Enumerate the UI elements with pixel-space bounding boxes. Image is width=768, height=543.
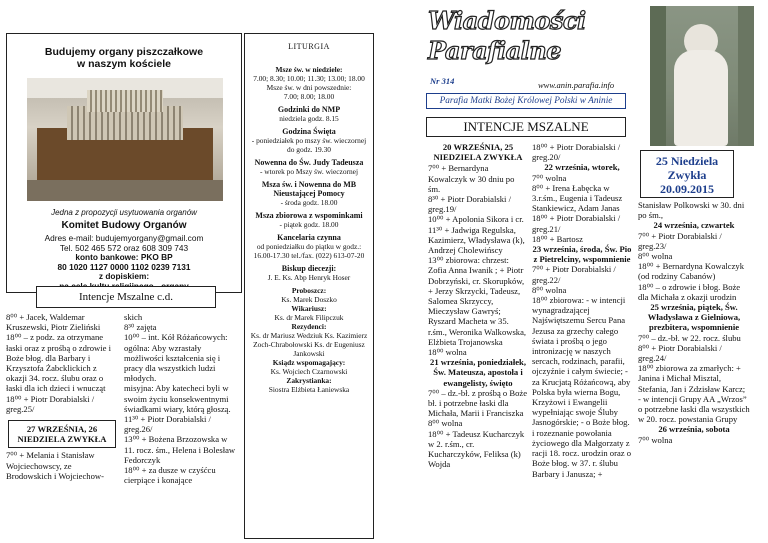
- ksiadz-heading: Ksiądz wspomagający:: [272, 358, 346, 367]
- intention-line: 8⁰⁰ wolna: [428, 418, 463, 429]
- rezydenci-heading: Rezydenci:: [291, 322, 327, 331]
- intention-line: 11³⁰ + Piotr Dorabialski / greg.26/: [124, 414, 211, 435]
- intention-line: 7⁰⁰ – dz.-bł. z prośbą o Boże bł. i potrzebne łaski dla Michała, Marii i Franciszka: [428, 387, 528, 419]
- intention-line: Stanisław Polkowski w 30. dni po śm.,: [638, 200, 745, 221]
- intention-line: 18⁰⁰ zbiorowa: - w intencji wynagradzającej Najświętszemu Sercu Pana Jezusa za grzechy całego świata i prośbą o jego intronizację w naszych sercach, rodzinach, parafii, ojczyźnie i całym świecie; - za Krucjatą Różańcową, aby Polska była wierna Bogu, Krzyżowi i Ewangelii wypełniając swoje Śluby Jasnogórskie; - o Boże błog. i rozeznanie powołania życiowego dla Małgorzaty z racji 18. rocz. urodzin oraz o Boże błog. w 37. r. ślubu Barbary i Janusza; +: [532, 295, 632, 479]
- intention-line: 8⁰⁰ wolna: [532, 284, 567, 295]
- sunday-box: [640, 150, 734, 198]
- intention-line: 18⁰⁰ + Piotr Dorabialski / greg.25/: [6, 393, 95, 414]
- date-27-text: 27 WRZEŚNIA, 26 NIEDZIELA ZWYKŁA: [17, 424, 107, 445]
- intentions-col-3: [638, 200, 750, 540]
- masthead-title: Wiadomości Parafialne: [428, 6, 586, 65]
- biskup-text: J. E. Ks. Abp Henryk Hoser: [267, 273, 351, 282]
- intention-line: 18⁰⁰ + Bartosz: [532, 233, 583, 244]
- intention-line: 18⁰⁰ + za dusze w czyśćcu cierpiące i konające: [124, 465, 216, 486]
- intention-line: 8⁰⁰ wolna: [638, 251, 673, 262]
- intentions-cd-header: Intencje Mszalne c.d.: [36, 286, 216, 308]
- proboszcz-text: Ks. Marek Doszko: [281, 295, 337, 304]
- organ-title-line-2: w naszym kościele: [77, 58, 171, 70]
- intention-line: 8⁰⁰ + Irena Łabęcka w 3.r.śm., Eugenia i Tadeusz Stankiewicz, Adam Janas: [532, 182, 623, 214]
- account-dopisek: z dopiskiem:: [98, 271, 150, 282]
- wikariusz-heading: Wikariusz:: [291, 304, 327, 313]
- account-number: 80 1020 1127 0000 1102 0239 7131: [57, 261, 191, 272]
- madonna-statue-image: [650, 6, 754, 146]
- nowenna-mb-text: - środa godz. 18.00: [280, 198, 338, 207]
- msze-times: 7.00; 8.30; 10.00; 11.30; 13.00; 18.00: [253, 74, 365, 83]
- intentions-cd-col-a: [6, 312, 118, 543]
- rezydenci-text: Ks. dr Mariusz Wedziuk Ks. Kazimierz Zoch-Chrabołowski Ks. dr Eugeniusz Jankowski: [250, 331, 368, 358]
- account-title: konto bankowe: PKO BP: [75, 252, 173, 263]
- liturgia-box: [244, 33, 374, 539]
- intention-line: 7⁰⁰ + Bernardyna Kowalczyk w 30 dniu po śm.: [428, 163, 515, 194]
- parish-url[interactable]: www.anin.parafia.info: [538, 80, 615, 90]
- intention-line: 13⁰⁰ zbiorowa: chrzest: Zofia Anna Iwanik ; + Piotr Dobrzyński, cr. Skorupków, + Jerzy Skrzycki, Tadeusz, Salomea Skrzyccy, Mieczysław Gawryś; Ryszard Macheta w 35. r.śm., Weronika Walkowska, Elżbieta Trojanowska: [428, 255, 527, 347]
- biskup-heading: Biskup diecezji:: [281, 264, 337, 273]
- sunday-line-2: Zwykła: [667, 168, 707, 182]
- date-24-heading: 24 września, czwartek: [653, 220, 735, 231]
- kancelaria-text: od poniedziałku do piątku w godz.: 16.00-17.30 tel./fax. (022) 613-07-20: [253, 242, 365, 260]
- msza-zbiorowa-heading: Msza zbiorowa z wspominkami: [255, 211, 363, 220]
- msza-zbiorowa-text: - piątek godz. 18.00: [279, 220, 339, 229]
- date-20-heading: 20 WRZEŚNIA, 25 NIEDZIELA ZWYKŁA: [433, 142, 523, 163]
- intention-line: 18⁰⁰ zbiorowa za zmarłych: + Janina i Michał Misztal, Stefania, Jan i Zdzisław Karcz; - w intencji Grupy AA „Wrzos” o potrzebne łaski dla wszystkich w 20. rocz. powstania Grupy: [638, 363, 750, 425]
- intention-line: 18⁰⁰ – o zdrowie i błog. Boże dla Michała z okazji urodzin: [638, 281, 741, 302]
- intention-line: 7⁰⁰ wolna: [532, 172, 567, 183]
- date-25-heading: 25 września, piątek, Św. Władysława z Gielniowa, prezbitera, wspomnienie: [647, 302, 741, 333]
- intention-line: 18⁰⁰ – z podz. za otrzymane łaski oraz z prośbą o zdrowie i Boże błog. dla Barbary i Krzysztofa Żabcklickich z okazji 34. rocz. ślubu oraz o łaski dla ich dzieci i wnucząt: [6, 332, 111, 394]
- intention-line: 8³⁰ + Piotr Dorabialski / greg.19/: [428, 194, 511, 215]
- issue-number: Nr 314: [430, 76, 455, 86]
- sunday-line-3: 20.09.2015: [660, 182, 714, 196]
- godzina-heading: Godzina Święta: [282, 127, 336, 136]
- msze-weekday-times: 7.00; 8.00; 18.00: [283, 92, 335, 101]
- organ-box: [6, 33, 242, 293]
- kancelaria-heading: Kancelaria czynna: [277, 233, 341, 242]
- committee-title: Komitet Budowy Organów: [61, 220, 187, 231]
- intention-line: skich: [124, 312, 143, 322]
- intention-line: misyjna: Aby katecheci byli w swoim życiu konsekwentnymi świadkami wiary, którą głoszą.: [124, 383, 231, 414]
- intention-line: 10⁰⁰ + Apolonia Sikora i cr.: [428, 214, 524, 225]
- intention-line: 18⁰⁰ + Bernardyna Kowalczyk (od rodziny Cabanów): [638, 261, 744, 282]
- sunday-line-1: 25 Niedziela: [655, 154, 719, 168]
- date-box-27: [8, 420, 116, 448]
- intention-line: 11³⁰ + Jadwiga Regulska, Kazimierz, Władysława (k), Andrzej Cholewińscy: [428, 224, 525, 256]
- parish-name: Parafia Matki Bożej Królowej Polski w Aninie: [426, 93, 626, 109]
- intention-line: 8⁰⁰ + Jacek, Waldemar Kruszewski, Piotr Zieliński: [6, 312, 101, 333]
- date-26-heading: 26 września, sobota: [658, 424, 730, 435]
- intention-line: 18⁰⁰ + Piotr Dorabialski / greg.20/: [532, 142, 621, 163]
- intention-line: 13⁰⁰ + Bożena Brzozowska w 11. rocz. śm., Helena i Bolesław Fedorczyk: [124, 434, 236, 465]
- intention-line: 18⁰⁰ + Piotr Dorabialski / greg.21/: [532, 213, 621, 234]
- date-21-heading: 21 września, poniedziałek, Św. Mateusza, apostoła i ewangelisty, święto: [430, 357, 526, 388]
- date-22-heading: 22 września, wtorek,: [544, 162, 620, 173]
- intention-line: 7⁰⁰ + Melania i Stanisław Wojciechowscy, ze Brodowskich i Wojciechow-: [6, 450, 104, 481]
- intention-line: 7⁰⁰ – dz.-bł. w 22. rocz. ślubu: [638, 332, 741, 343]
- msze-weekday-heading: Msze św. w dni powszednie:: [266, 83, 352, 92]
- nowenna-text: - wtorek po Mszy św. wieczornej: [259, 167, 359, 176]
- intencje-header: INTENCJE MSZALNE: [426, 117, 626, 137]
- wikariusz-text: Ks. dr Marek Filipczuk: [274, 313, 344, 322]
- intentions-col-2: [532, 142, 632, 540]
- nmp-text: niedziela godz. 8.15: [279, 114, 339, 123]
- committee-phone: Tel. 502 465 572 oraz 608 309 743: [59, 242, 189, 253]
- nowenna-mb-heading: Msza św. i Nowenna do MB Nieustającej Pomocy: [261, 180, 357, 198]
- date-23-heading: 23 września, środa, Św. Pio z Pietrelciny, wspomnienie: [532, 244, 632, 265]
- intentions-col-1: [428, 142, 528, 540]
- intention-line: 8³⁰ zajęta: [124, 322, 157, 333]
- intention-line: 7⁰⁰ wolna: [638, 434, 673, 445]
- intention-line: 18⁰⁰ wolna: [428, 347, 467, 358]
- zakrystianka-text: Siostra Elżbieta Łaniewska: [268, 385, 350, 394]
- intention-line: 7⁰⁰ + Piotr Dorabialski / greg.23/: [638, 230, 722, 251]
- committee-email: Adres e-mail: budujemyorgany@gmail.com: [44, 233, 204, 243]
- organ-caption: Jedna z propozycji usytuowania organów: [51, 208, 197, 217]
- intention-line: 8⁰⁰ + Piotr Dorabialski / greg.24/: [638, 342, 722, 364]
- msze-heading: Msze św. w niedziele:: [275, 65, 343, 74]
- intention-line: 18⁰⁰ + Tadeusz Kucharczyk w 2. r.śm., cr. Kucharczyków, Feliksa (k) Wojda: [428, 428, 525, 470]
- intention-line: 10⁰⁰ – int. Kół Różańcowych: ogólna: Aby wzrastały możliwości kształcenia się i pracy dla wszystkich ludzi młodych.: [124, 332, 228, 384]
- organ-title-line-1: Budujemy organy piszczałkowe: [44, 46, 204, 58]
- zakrystianka-heading: Zakrystianka:: [286, 376, 332, 385]
- intentions-cd-col-b: [124, 312, 236, 543]
- ksiadz-text: Ks. Wojciech Czarnowski: [270, 367, 348, 376]
- nmp-heading: Godzinki do NMP: [277, 105, 341, 114]
- nowenna-heading: Nowenna do Św. Judy Tadeusza: [254, 158, 364, 167]
- liturgia-title: LITURGIA: [288, 42, 330, 51]
- godzina-text: - poniedziałek po mszy św. wieczornej do godz. 19.30: [251, 136, 367, 154]
- proboszcz-heading: Proboszcz:: [291, 286, 327, 295]
- organ-photo: [27, 78, 223, 201]
- intention-line: 7⁰⁰ + Piotr Dorabialski / greg.22/: [532, 264, 616, 285]
